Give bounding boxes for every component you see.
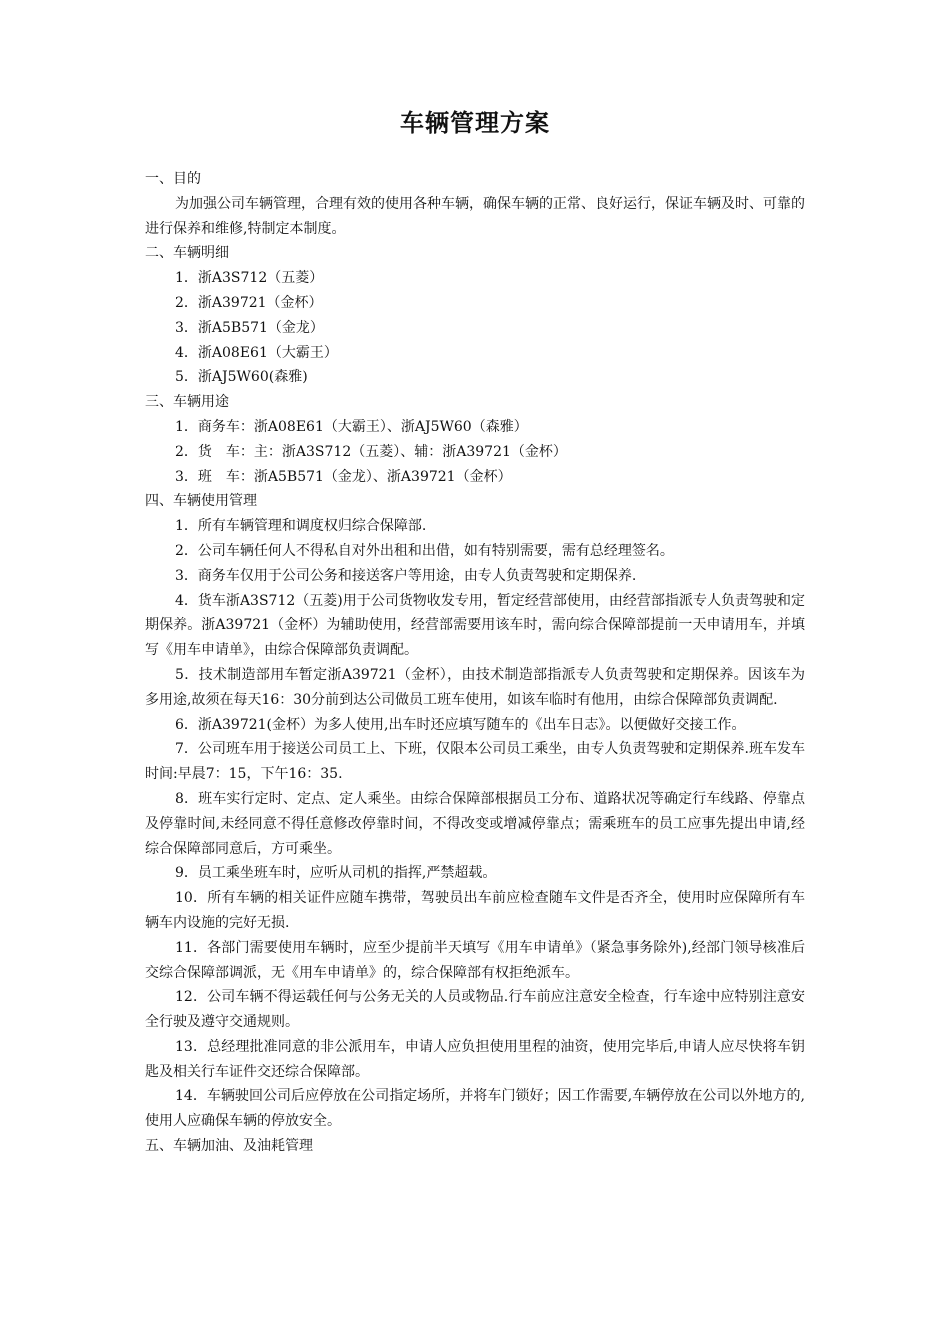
section-heading-usage-management: 四、车辆使用管理: [145, 493, 257, 510]
rule-paragraph: 1．所有车辆管理和调度权归综合保障部.: [175, 518, 427, 535]
rule-paragraph: 14．车辆驶回公司后应停放在公司指定场所，并将车门锁好；因工作需要,车辆停放在公司以外地方的,使用人应确保车辆的停放安全。: [145, 1088, 805, 1130]
section-heading-purpose: 一、目的: [145, 171, 201, 187]
section-heading-vehicle-list: 二、车辆明细: [145, 245, 229, 262]
usage-list-item: 3．班 车：浙A5B571（金龙）、浙A39721（金杯）: [175, 468, 512, 485]
document-title: 车辆管理方案: [400, 109, 550, 137]
section-heading-vehicle-usage: 三、车辆用途: [145, 394, 229, 411]
vehicle-list-item: 5．浙AJ5W60(森雅): [175, 369, 308, 386]
usage-list-item: 2．货 车：主：浙A3S712（五菱）、辅：浙A39721（金杯）: [175, 443, 567, 460]
rule-paragraph: 7．公司班车用于接送公司员工上、下班，仅限本公司员工乘坐，由专人负责驾驶和定期保养.班车发车时间:早晨7：15，下午16：35.: [145, 741, 805, 783]
purpose-paragraph: 为加强公司车辆管理，合理有效的使用各种车辆，确保车辆的正常、良好运行，保证车辆及时、可靠的进行保养和维修,特制定本制度。: [145, 195, 805, 237]
section-heading-fuel-management: 五、车辆加油、及油耗管理: [145, 1138, 313, 1155]
rule-paragraph: 10．所有车辆的相关证件应随车携带，驾驶员出车前应检查随车文件是否齐全，使用时应保障所有车辆车内设施的完好无损.: [145, 890, 805, 931]
rule-paragraph: 5．技术制造部用车暂定浙A39721（金杯），由技术制造部指派专人负责驾驶和定期保养。因该车为多用途,故须在每天16：30分前到达公司做员工班车使用，如该车临时有他用，由综合保障部负责调配.: [145, 666, 805, 708]
rule-paragraph: 2．公司车辆任何人不得私自对外出租和出借，如有特别需要，需有总经理签名。: [175, 542, 674, 559]
usage-list-item: 1．商务车：浙A08E61（大霸王）、浙AJ5W60（森雅）: [175, 418, 528, 435]
vehicle-list-item: 2．浙A39721（金杯）: [175, 294, 323, 311]
vehicle-list-item: 1．浙A3S712（五菱）: [175, 270, 324, 287]
rule-paragraph: 3．商务车仅用于公司公务和接送客户等用途，由专人负责驾驶和定期保养.: [175, 567, 637, 584]
vehicle-list-item: 4．浙A08E61（大霸王）: [175, 344, 338, 361]
rule-paragraph: 6．浙A39721(金杯）为多人使用,出车时还应填写随车的《出车日志》。以便做好交接工作。: [175, 716, 746, 733]
rule-paragraph: 4．货车浙A3S712（五菱)用于公司货物收发专用，暂定经营部使用，由经营部指派专人负责驾驶和定期保养。浙A39721（金杯）为辅助使用，经营部需要用该车时，需向综合保障部提前一天申请用车，并填写《用车申请单》，由综合保障部负责调配。: [145, 592, 805, 659]
rule-paragraph: 8．班车实行定时、定点、定人乘坐。由综合保障部根据员工分布、道路状况等确定行车线路、停靠点及停靠时间,未经同意不得任意修改停靠时间，不得改变或增减停靠点；需乘班车的员工应事先提出申请,经综合保障部同意后，方可乘坐。: [145, 790, 805, 857]
rule-paragraph: 9．员工乘坐班车时，应听从司机的指挥,严禁超载。: [175, 865, 497, 882]
vehicle-list-item: 3．浙A5B571（金龙）: [175, 319, 324, 336]
rule-paragraph: 13．总经理批准同意的非公派用车，申请人应负担使用里程的油资，使用完毕后,申请人应尽快将车钥匙及相关行车证件交还综合保障部。: [145, 1038, 805, 1080]
document-body: [145, 167, 805, 1159]
rule-paragraph: 11．各部门需要使用车辆时，应至少提前半天填写《用车申请单》（紧急事务除外),经部门领导核准后交综合保障部调派，无《用车申请单》的，综合保障部有权拒绝派车。: [145, 939, 805, 981]
rule-paragraph: 12．公司车辆不得运载任何与公务无关的人员或物品.行车前应注意安全检查，行车途中应特别注意安全行驶及遵守交通规则。: [145, 989, 805, 1031]
